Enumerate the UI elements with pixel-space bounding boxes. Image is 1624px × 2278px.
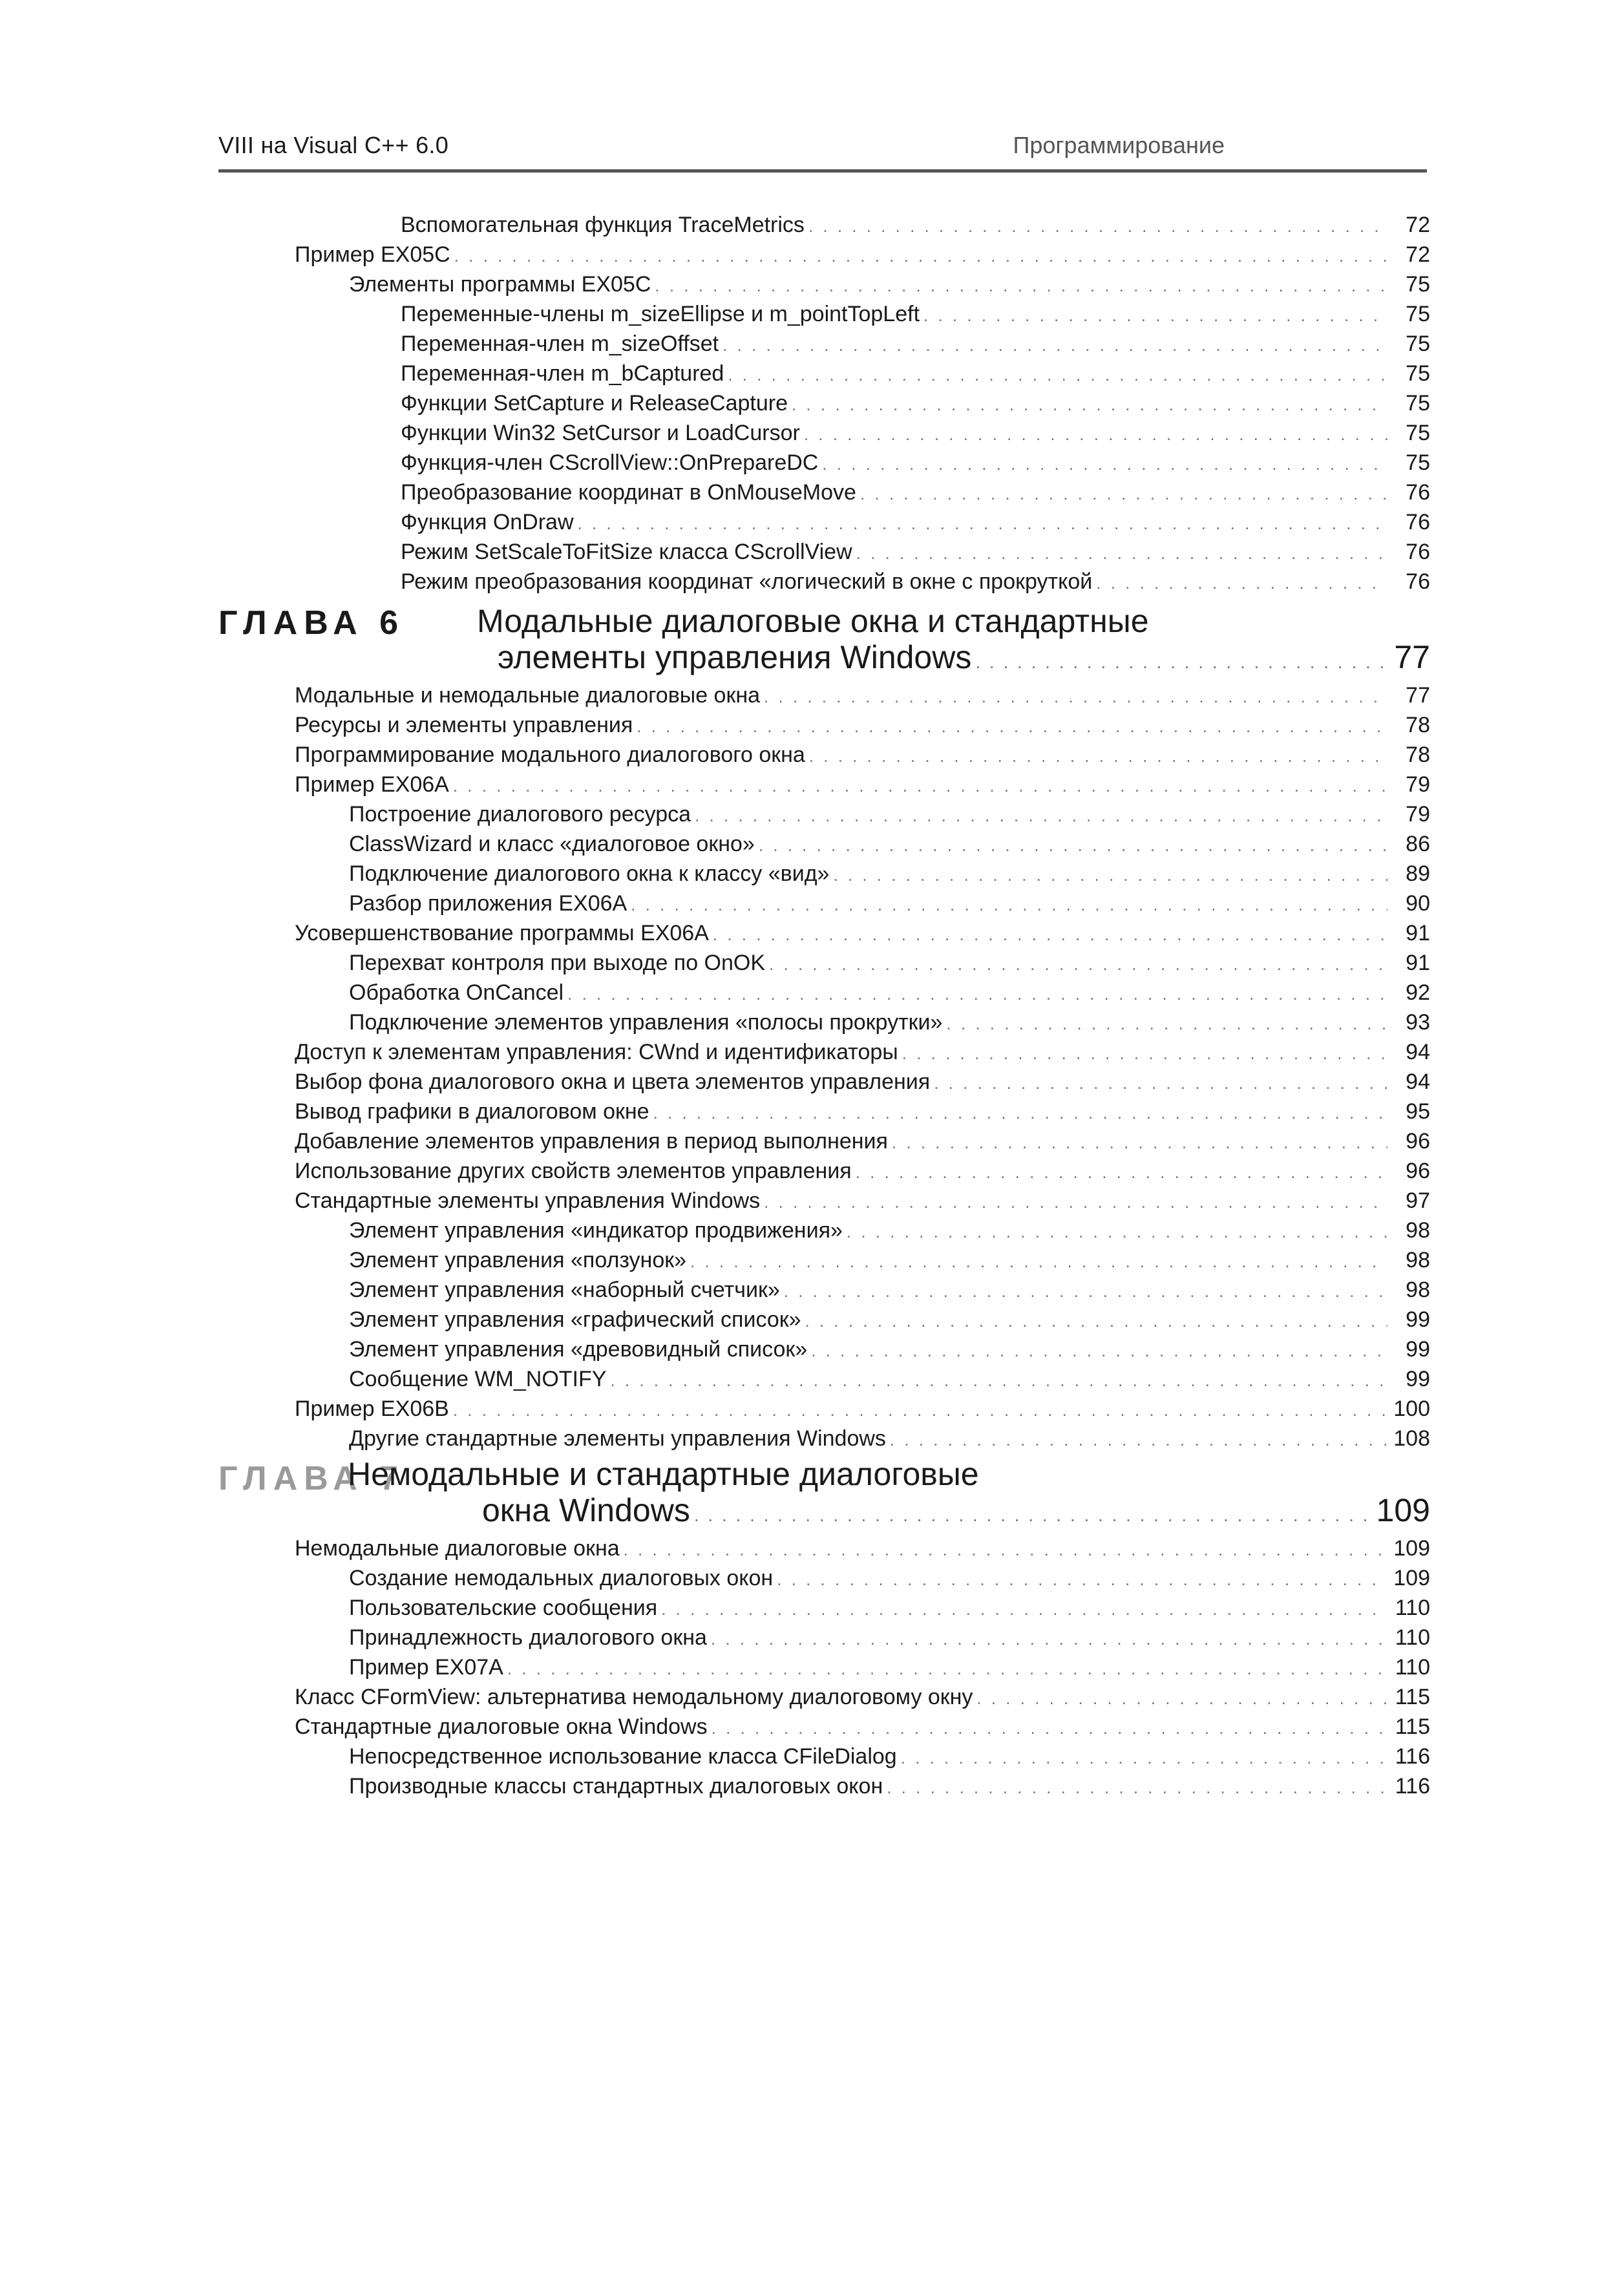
toc-entry-page: 79: [1406, 772, 1430, 797]
toc-entry: [295, 1186, 1430, 1215]
toc-leader: [453, 772, 1387, 800]
toc-entry: [401, 478, 1430, 507]
toc-leader: [833, 861, 1387, 889]
chapter-title-line1: Модальные диалоговые окна и стандартные: [477, 603, 1149, 639]
toc-entry-page: 110: [1395, 1625, 1430, 1650]
toc-entry-page: 96: [1406, 1129, 1430, 1154]
toc-entry: [349, 1594, 1430, 1622]
toc-entry-title: Режим преобразования координат «логический в окне с прокруткой: [401, 569, 1093, 594]
toc-leader: [887, 1773, 1387, 1802]
toc-entry-title: Усовершенствование программы EX06A: [295, 921, 709, 945]
toc-entry-title: Режим SetScaleToFitSize класса CScrollView: [401, 540, 852, 564]
toc-leader: [695, 801, 1387, 830]
toc-entry: [401, 330, 1430, 358]
toc-entry: [349, 1335, 1430, 1364]
toc-entry-page: 109: [1393, 1566, 1430, 1590]
chapter-title-line2: [482, 1492, 1430, 1529]
toc-leader: [822, 450, 1387, 478]
toc-leader: [975, 644, 1390, 681]
toc-entry-page: 116: [1395, 1774, 1430, 1798]
toc-entry-title: ClassWizard и класс «диалоговое окно»: [349, 832, 755, 856]
toc-entry: [349, 889, 1430, 918]
toc-entry-title: Вывод графики в диалоговом окне: [295, 1099, 649, 1124]
toc-leader: [976, 1684, 1387, 1713]
toc-entry-page: 75: [1406, 421, 1430, 445]
toc-entry-title: Сообщение WM_NOTIFY: [349, 1367, 607, 1391]
toc-entry: [295, 1127, 1430, 1155]
toc-entry-page: 78: [1406, 713, 1430, 737]
toc-entry-title: Функции SetCapture и ReleaseCapture: [401, 391, 788, 416]
toc-leader: [759, 831, 1387, 860]
toc-entry: [349, 270, 1430, 299]
toc-leader: [653, 1099, 1387, 1127]
toc-entry: [295, 1395, 1430, 1423]
toc-entry-page: 76: [1406, 480, 1430, 505]
toc-entry-title: Принадлежность диалогового окна: [349, 1625, 707, 1650]
toc-entry-page: 93: [1406, 1010, 1430, 1035]
toc-leader: [711, 1625, 1387, 1653]
toc-leader: [856, 1158, 1387, 1186]
toc-entry-page: 75: [1406, 361, 1430, 386]
toc-entry-page: 110: [1395, 1655, 1430, 1680]
toc-entry-page: 115: [1395, 1685, 1430, 1709]
chapter-page: 109: [1376, 1492, 1430, 1528]
toc-leader: [728, 361, 1387, 389]
toc-leader: [804, 420, 1387, 448]
toc-entry-title: Добавление элементов управления в период выполнения: [295, 1129, 888, 1154]
toc-entry-title: Выбор фона диалогового окна и цвета элементов управления: [295, 1070, 931, 1094]
chapter-label: ГЛАВА 6: [218, 604, 405, 642]
toc-entry-page: 98: [1406, 1218, 1430, 1243]
toc-leader: [578, 509, 1387, 538]
toc-leader: [454, 242, 1387, 270]
toc-leader: [946, 1009, 1387, 1038]
toc-leader: [808, 212, 1387, 240]
toc-entry: [295, 681, 1430, 710]
toc-entry-page: 75: [1406, 391, 1430, 416]
toc-leader: [690, 1247, 1387, 1276]
toc-entry-title: Класс CFormView: альтернатива немодальному диалоговому окну: [295, 1685, 973, 1709]
toc-entry-title: Элемент управления «ползунок»: [349, 1248, 687, 1272]
toc-entry: [349, 1276, 1430, 1304]
chapter-heading-6: [218, 602, 1430, 685]
toc-entry-title: Стандартные диалоговые окна Windows: [295, 1714, 708, 1739]
toc-leader: [624, 1535, 1387, 1564]
toc-leader: [713, 920, 1387, 949]
toc-entry-page: 91: [1406, 951, 1430, 975]
toc-entry-title: Разбор приложения EX06A: [349, 891, 627, 916]
toc-leader: [764, 682, 1387, 711]
toc-entry-page: 115: [1395, 1714, 1430, 1739]
toc-entry: [349, 1564, 1430, 1592]
toc-entry-page: 91: [1406, 921, 1430, 945]
toc-entry-title: Использование других свойств элементов управления: [295, 1159, 852, 1183]
toc-entry-page: 75: [1406, 302, 1430, 326]
toc-entry: [295, 1038, 1430, 1066]
toc-entry-page: 77: [1406, 683, 1430, 708]
toc-leader: [902, 1039, 1387, 1068]
toc-entry: [349, 978, 1430, 1007]
toc-entry: [295, 1713, 1430, 1741]
toc-entry: [349, 1216, 1430, 1245]
toc-entry-page: 108: [1393, 1426, 1430, 1451]
toc-leader: [901, 1744, 1387, 1772]
toc-leader: [631, 891, 1387, 919]
toc-entry: [349, 1742, 1430, 1771]
toc-entry: [401, 389, 1430, 417]
toc-entry-title: Создание немодальных диалоговых окон: [349, 1566, 774, 1590]
toc-leader: [507, 1654, 1387, 1683]
toc-entry-page: 86: [1406, 832, 1430, 856]
toc-entry-title: Функция OnDraw: [401, 510, 574, 534]
toc-entry-page: 79: [1406, 802, 1430, 827]
toc-entry: [295, 240, 1430, 269]
toc-entry-title: Программирование модального диалогового окна: [295, 743, 805, 767]
toc-entry-title: Обработка OnCancel: [349, 980, 564, 1005]
toc-entry-title: Модальные и немодальные диалоговые окна: [295, 683, 761, 708]
toc-entry-page: 76: [1406, 540, 1430, 564]
toc-entry-title: Подключение элементов управления «полосы прокрутки»: [349, 1010, 943, 1035]
toc-entry: [295, 1534, 1430, 1563]
chapter-title-line2: [498, 638, 1430, 676]
toc-entry-title: Производные классы стандартных диалоговых окон: [349, 1774, 883, 1798]
toc-entry-page: 97: [1406, 1188, 1430, 1213]
toc-entry-page: 92: [1406, 980, 1430, 1005]
toc-entry: [295, 1157, 1430, 1185]
toc-leader: [934, 1069, 1387, 1097]
toc-entry-title: Непосредственное использование класса CFileDialog: [349, 1744, 897, 1769]
toc-entry-title: Элементы программы EX05C: [349, 272, 651, 297]
toc-entry-page: 72: [1406, 242, 1430, 267]
toc-entry-title: Переменная-член m_bCaptured: [401, 361, 724, 386]
running-header-right: Программирование: [1013, 132, 1225, 158]
chapter-title-line1: Немодальные и стандартные диалоговые: [348, 1456, 979, 1492]
toc-entry-title: Немодальные диалоговые окна: [295, 1536, 620, 1561]
toc-leader: [792, 390, 1387, 419]
header-rule: [218, 169, 1427, 173]
toc-entry-title: Функции Win32 SetCursor и LoadCursor: [401, 421, 800, 445]
toc-leader: [1096, 569, 1387, 597]
toc-entry-page: 98: [1406, 1248, 1430, 1272]
toc-leader: [811, 1336, 1387, 1365]
toc-entry-title: Стандартные элементы управления Windows: [295, 1188, 761, 1213]
toc-entry: [401, 538, 1430, 566]
toc-entry-title: Ресурсы и элементы управления: [295, 713, 633, 737]
toc-entry: [349, 1365, 1430, 1393]
toc-entry-title: Пример EX06B: [295, 1397, 449, 1421]
toc-entry: [349, 1653, 1430, 1682]
toc-entry-title: Функция-член CScrollView::OnPrepareDC: [401, 450, 819, 475]
toc-entry-page: 95: [1406, 1099, 1430, 1124]
toc-entry-page: 78: [1406, 743, 1430, 767]
toc-entry-title: Элемент управления «древовидный список»: [349, 1337, 808, 1362]
toc-entry-page: 99: [1406, 1337, 1430, 1362]
toc-leader: [661, 1595, 1387, 1623]
toc-entry: [295, 1683, 1430, 1711]
toc-entry-page: 76: [1406, 569, 1430, 594]
toc-entry: [349, 1008, 1430, 1037]
toc-entry-page: 89: [1406, 861, 1430, 886]
toc-entry-title: Перехват контроля при выходе по OnOK: [349, 951, 766, 975]
toc-leader: [892, 1128, 1387, 1157]
toc-entry: [349, 860, 1430, 888]
toc-leader: [860, 480, 1387, 508]
toc-entry: [349, 830, 1430, 858]
toc-entry: [401, 300, 1430, 328]
toc-entry: [349, 1246, 1430, 1274]
toc-entry-title: Элемент управления «индикатор продвижения»: [349, 1218, 843, 1243]
toc-entry: [349, 800, 1430, 828]
toc-leader: [567, 980, 1387, 1008]
toc-entry: [295, 711, 1430, 739]
toc-entry: [295, 919, 1430, 947]
toc-entry-title: Пример EX05C: [295, 242, 450, 267]
chapter-title-text: элементы управления Windows: [498, 639, 972, 675]
toc-entry: [401, 508, 1430, 536]
toc-entry: [349, 1772, 1430, 1800]
toc-entry-page: 90: [1406, 891, 1430, 916]
toc-entry: [349, 1623, 1430, 1652]
toc-entry-title: Элемент управления «графический список»: [349, 1307, 801, 1332]
toc-entry-page: 76: [1406, 510, 1430, 534]
toc-entry: [295, 741, 1430, 769]
toc-entry-page: 100: [1393, 1397, 1430, 1421]
toc-entry-title: Другие стандартные элементы управления Windows: [349, 1426, 886, 1451]
toc-entry: [349, 949, 1430, 977]
toc-entry-page: 96: [1406, 1159, 1430, 1183]
toc-entry-page: 98: [1406, 1278, 1430, 1302]
toc-leader: [769, 950, 1387, 978]
toc-entry-title: Пример EX06A: [295, 772, 449, 797]
toc-entry-page: 75: [1406, 272, 1430, 297]
toc-leader: [610, 1366, 1387, 1395]
toc-entry: [401, 567, 1430, 596]
toc-leader: [809, 742, 1387, 770]
toc-leader: [856, 539, 1387, 567]
toc-entry: [349, 1305, 1430, 1334]
toc-entry-title: Преобразование координат в OnMouseMove: [401, 480, 856, 505]
toc-entry-title: Пользовательские сообщения: [349, 1596, 658, 1620]
toc-entry: [401, 211, 1430, 239]
toc-leader: [805, 1307, 1387, 1335]
toc-entry-title: Подключение диалогового окна к классу «вид»: [349, 861, 830, 886]
toc-entry-page: 75: [1406, 332, 1430, 356]
toc-leader: [722, 331, 1387, 359]
toc-leader: [923, 301, 1387, 330]
chapter-title-text: окна Windows: [482, 1492, 690, 1528]
toc-leader: [890, 1426, 1387, 1454]
toc-entry-title: Пример EX07A: [349, 1655, 503, 1680]
toc-entry: [295, 1097, 1430, 1126]
toc-leader: [784, 1277, 1387, 1305]
toc-leader: [453, 1396, 1387, 1424]
toc-entry-page: 109: [1393, 1536, 1430, 1561]
toc-entry-title: Элемент управления «наборный счетчик»: [349, 1278, 780, 1302]
toc-entry-page: 99: [1406, 1367, 1430, 1391]
toc-entry-page: 94: [1406, 1070, 1430, 1094]
toc-leader: [637, 712, 1387, 741]
toc-entry: [295, 1068, 1430, 1096]
chapter-label: ГЛАВА 7: [218, 1460, 405, 1497]
toc-entry-page: 110: [1395, 1596, 1430, 1620]
toc-entry-page: 99: [1406, 1307, 1430, 1332]
toc-entry: [401, 448, 1430, 477]
toc-entry-title: Вспомогательная функция TraceMetrics: [401, 213, 805, 237]
toc-entry: [401, 419, 1430, 447]
toc-entry: [401, 359, 1430, 388]
toc-leader: [764, 1188, 1387, 1216]
toc-entry-page: 75: [1406, 450, 1430, 475]
chapter-page: 77: [1394, 639, 1430, 675]
toc-leader: [712, 1714, 1387, 1742]
toc-entry-title: Переменные-члены m_sizeEllipse и m_pointTopLeft: [401, 302, 920, 326]
toc-entry-title: Доступ к элементам управления: CWnd и идентификаторы: [295, 1040, 898, 1064]
toc-entry-page: 72: [1406, 213, 1430, 237]
chapter-heading-7: [218, 1455, 1430, 1538]
toc-entry-title: Построение диалогового ресурса: [349, 802, 691, 827]
toc-leader: [694, 1497, 1373, 1534]
toc-entry-page: 116: [1395, 1744, 1430, 1769]
toc-leader: [777, 1565, 1387, 1594]
running-header-left: VIII на Visual C++ 6.0: [218, 132, 449, 158]
toc-leader: [655, 271, 1387, 300]
toc-entry: [349, 1424, 1430, 1453]
toc-entry-title: Переменная-член m_sizeOffset: [401, 332, 719, 356]
toc-entry: [295, 770, 1430, 799]
toc-leader: [847, 1218, 1387, 1246]
toc-entry-page: 94: [1406, 1040, 1430, 1064]
